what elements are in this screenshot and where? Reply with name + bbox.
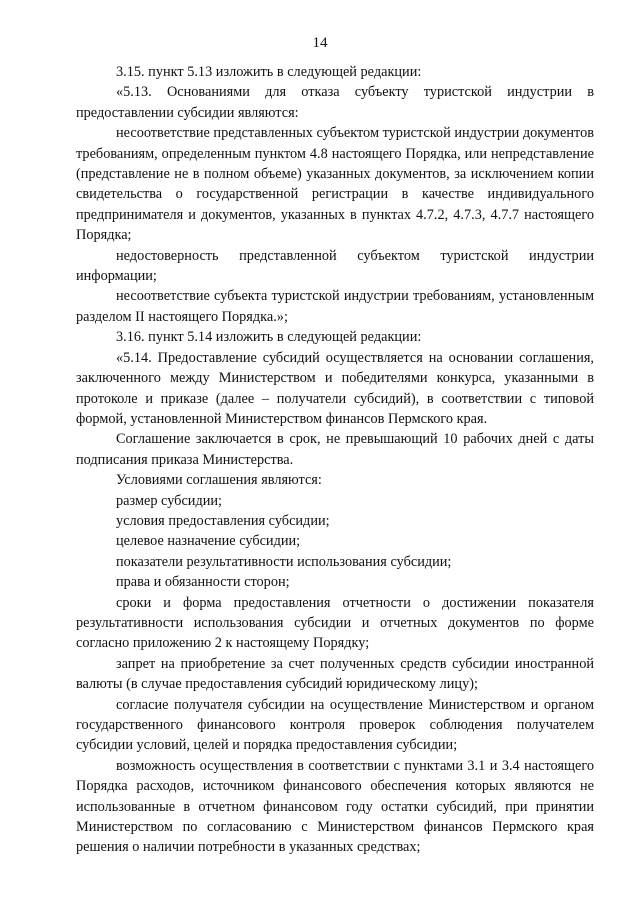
list-item: размер субсидии; (116, 492, 222, 509)
paragraph: несоответствие представленных субъектом туристской индустрии документов требованиям, определенным пунктом 4.8 настоящего Порядка, или непредставление (представление не в полном объеме) указанных документов, за исключением копии свидетельства о государственной регистрации в качестве индивидуального предпринимателя и документов, указанных в пунктах 4.7.2, 4.7.3, 4.7.7 настоящего Порядка; (76, 125, 594, 244)
page-number: 14 (312, 35, 328, 51)
list-item: условия предоставления субсидии; (116, 512, 330, 529)
paragraph: несоответствие субъекта туристской индустрии требованиям, установленным разделом II настоящего Порядка.»; (76, 288, 594, 325)
paragraph: Соглашение заключается в срок, не превышающий 10 рабочих дней с даты подписания приказа Министерства. (76, 431, 594, 468)
document-body (76, 62, 594, 858)
list-item: права и обязанности сторон; (116, 574, 290, 591)
list-item: целевое назначение субсидии; (116, 533, 301, 550)
list-item: согласие получателя субсидии на осуществление Министерством и органом государственного финансового контроля проверок соблюдения получателем субсидии условий, целей и порядка предоставления субсидии; (76, 696, 594, 754)
paragraph: «5.14. Предоставление субсидий осуществляется на основании соглашения, заключенного между Министерством и победителями конкурса, указанными в протоколе и приказе (далее – получатели субсидий), в соответствии с типовой формой, установленной Министерством финансов Пермского края. (76, 349, 594, 427)
paragraph: недостоверность представленной субъектом туристской индустрии информации; (76, 247, 594, 285)
list-item: показатели результативности использования субсидии; (116, 553, 452, 570)
paragraph: Условиями соглашения являются: (116, 472, 322, 489)
paragraph: 3.15. пункт 5.13 изложить в следующей редакции: (116, 64, 422, 80)
paragraph: «5.13. Основаниями для отказа субъекту туристской индустрии в предоставлении субсидии являются: (76, 84, 594, 121)
list-item: сроки и форма предоставления отчетности о достижении показателя результативности использования субсидии и отчетных документов по форме согласно приложению 2 к настоящему Порядку; (76, 594, 594, 652)
list-item: возможность осуществления в соответствии с пунктами 3.1 и 3.4 настоящего Порядка расходов, источником финансового обеспечения которых являются не использованные в отчетном финансовом году остатки субсидий, при принятии Министерством по согласованию с Министерством финансов Пермского края решения о наличии потребности в указанных средствах; (76, 757, 594, 856)
list-item: запрет на приобретение за счет полученных средств субсидии иностранной валюты (в случае предоставления субсидий юридическому лицу); (76, 655, 594, 693)
paragraph: 3.16. пункт 5.14 изложить в следующей редакции: (116, 329, 422, 346)
